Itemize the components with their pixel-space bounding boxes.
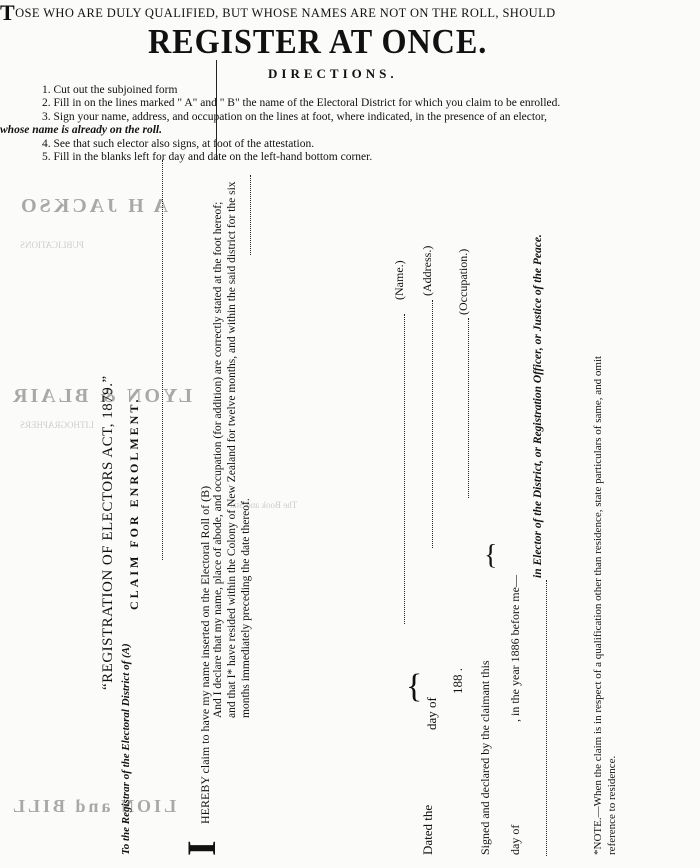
- day-of-label-2: day of: [508, 824, 522, 855]
- registrar-line: To the Registrar of the Electoral District of (A): [120, 643, 132, 855]
- claim-label: CLAIM FOR ENROLMENT.: [127, 396, 141, 610]
- cut-line-dotted: [162, 160, 163, 560]
- headline-initial: T: [0, 0, 16, 25]
- show-through-text: The Book and Stat: [230, 500, 298, 510]
- declaration-line: and that I* have resided within the Colony of New Zealand for twelve months, and within the said district for the six: [226, 181, 238, 718]
- bracket: {: [406, 668, 423, 705]
- name-blank: [404, 314, 405, 624]
- act-title: “REGISTRATION OF ELECTORS ACT, 1879.”: [100, 375, 116, 690]
- signature-blank: [546, 580, 547, 856]
- declaration-line: And I declare that my name, place of abode, and occupation (for addition) are correctly stated at the foot hereof;: [212, 201, 224, 718]
- show-through-text: A H JACKSO: [18, 195, 169, 217]
- footnote-cont: reference to residence.: [606, 755, 618, 855]
- dated-the-label: Dated the: [420, 804, 435, 855]
- main-title: REGISTER AT ONCE.: [148, 22, 488, 61]
- directions-list: [0, 84, 700, 164]
- in-year-label: , in the year 1886 before me—: [508, 575, 522, 722]
- footnote: *NOTE.—When the claim is in respect of a qualification other than residence, state particulars of same, and omit: [592, 355, 604, 855]
- direction-item: 1. Cut out the subjoined form: [42, 84, 178, 96]
- declaration-line: months immediately preceding the date thereof.: [240, 498, 252, 718]
- headline-text: OSE WHO ARE DULY QUALIFIED, BUT WHOSE NAMES ARE NOT ON THE ROLL, SHOULD: [15, 6, 556, 20]
- day-of-label: day of: [424, 697, 439, 730]
- direction-item: whose name is already on the roll.: [0, 124, 162, 137]
- cut-line: [216, 60, 217, 160]
- elector-line: in Elector of the District, or Registration Officer, or Justice of the Peace.: [532, 234, 544, 578]
- year-label: 188 .: [450, 668, 465, 694]
- direction-item: 4. See that such elector also signs, at foot of the attestation.: [42, 137, 315, 150]
- address-blank: [432, 300, 433, 548]
- signed-declared: Signed and declared by the claimant this: [478, 660, 492, 855]
- direction-item: 5. Fill in the blanks left for day and date on the left-hand bottom corner.: [42, 151, 373, 164]
- address-label: (Address.): [420, 245, 434, 296]
- directions-heading: DIRECTIONS.: [268, 66, 398, 81]
- drop-cap-I: I: [179, 840, 224, 856]
- show-through-text: LITHOGRAPHERS: [20, 420, 95, 430]
- show-through-text: LION and BILL: [10, 796, 177, 816]
- direction-item: 3. Sign your name, address, and occupation on the lines at foot, where indicated, in the presence of an elector,: [42, 110, 548, 123]
- show-through-text: LYON & BLAIR: [10, 385, 192, 407]
- show-through-text: PUBLICATIONS: [20, 240, 85, 250]
- claim-text: HEREBY claim to have my name inserted on the Electoral Roll of (B): [198, 485, 212, 824]
- direction-item: 2. Fill in on the lines marked " A" and " B" the name of the Electoral District for which you claim to be enrolled.: [42, 97, 561, 110]
- cut-line-dotted: [250, 175, 251, 255]
- bracket: {: [484, 540, 498, 571]
- occupation-label: (Occupation.): [456, 248, 470, 315]
- name-label: (Name.): [392, 260, 406, 300]
- occupation-blank: [468, 318, 469, 498]
